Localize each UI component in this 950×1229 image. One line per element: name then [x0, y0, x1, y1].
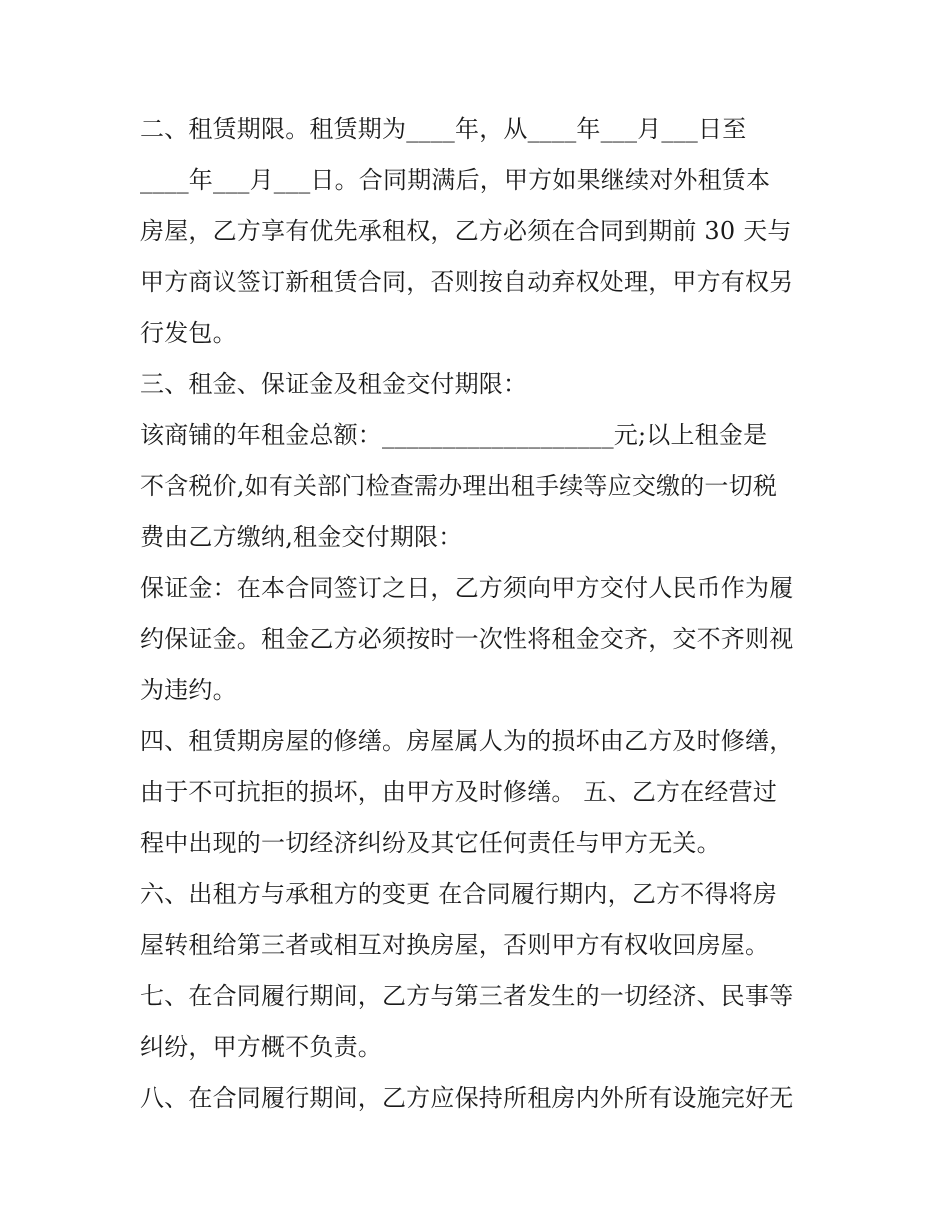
- contract-text: [140, 104, 820, 1124]
- text-line: 甲方商议签订新租赁合同，否则按自动弃权处理，甲方有权另: [140, 268, 794, 296]
- text-line: 费由乙方缴纳,租金交付期限：: [140, 523, 463, 551]
- text-line: 房屋，乙方享有优先承租权，乙方必须在合同到期前 30 天与: [140, 217, 792, 245]
- text-line: 该商铺的年租金总额：___________________元;以上租金是: [140, 421, 768, 449]
- text-line: 二、租赁期限。租赁期为____年，从____年___月___日至: [140, 115, 747, 143]
- text-line: 四、租赁期房屋的修缮。房屋属人为的损坏由乙方及时修缮，: [140, 727, 794, 755]
- text-line: 八、在合同履行期间，乙方应保持所租房内外所有设施完好无: [140, 1084, 794, 1112]
- text-line: 约保证金。租金乙方必须按时一次性将租金交齐，交不齐则视: [140, 625, 794, 653]
- text-line: 七、在合同履行期间，乙方与第三者发生的一切经济、民事等: [140, 982, 794, 1010]
- text-line: 不含税价,如有关部门检查需办理出租手续等应交缴的一切税: [140, 472, 778, 500]
- text-line: ____年___月___日。合同期满后，甲方如果继续对外租赁本: [140, 166, 771, 194]
- text-line: 六、出租方与承租方的变更 在合同履行期内，乙方不得将房: [140, 880, 778, 908]
- text-line: 程中出现的一切经济纠纷及其它任何责任与甲方无关。: [140, 829, 721, 857]
- text-line: 保证金：在本合同签订之日，乙方须向甲方交付人民币作为履: [140, 574, 794, 602]
- text-line: 为违约。: [140, 676, 237, 704]
- text-line: 由于不可抗拒的损坏，由甲方及时修缮。 五、乙方在经营过: [140, 778, 778, 806]
- text-line: 行发包。: [140, 319, 237, 347]
- section-heading: 三、租金、保证金及租金交付期限：: [140, 370, 528, 398]
- text-line: 屋转租给第三者或相互对换房屋，否则甲方有权收回房屋。: [140, 931, 770, 959]
- text-line: 纠纷，甲方概不负责。: [140, 1033, 382, 1061]
